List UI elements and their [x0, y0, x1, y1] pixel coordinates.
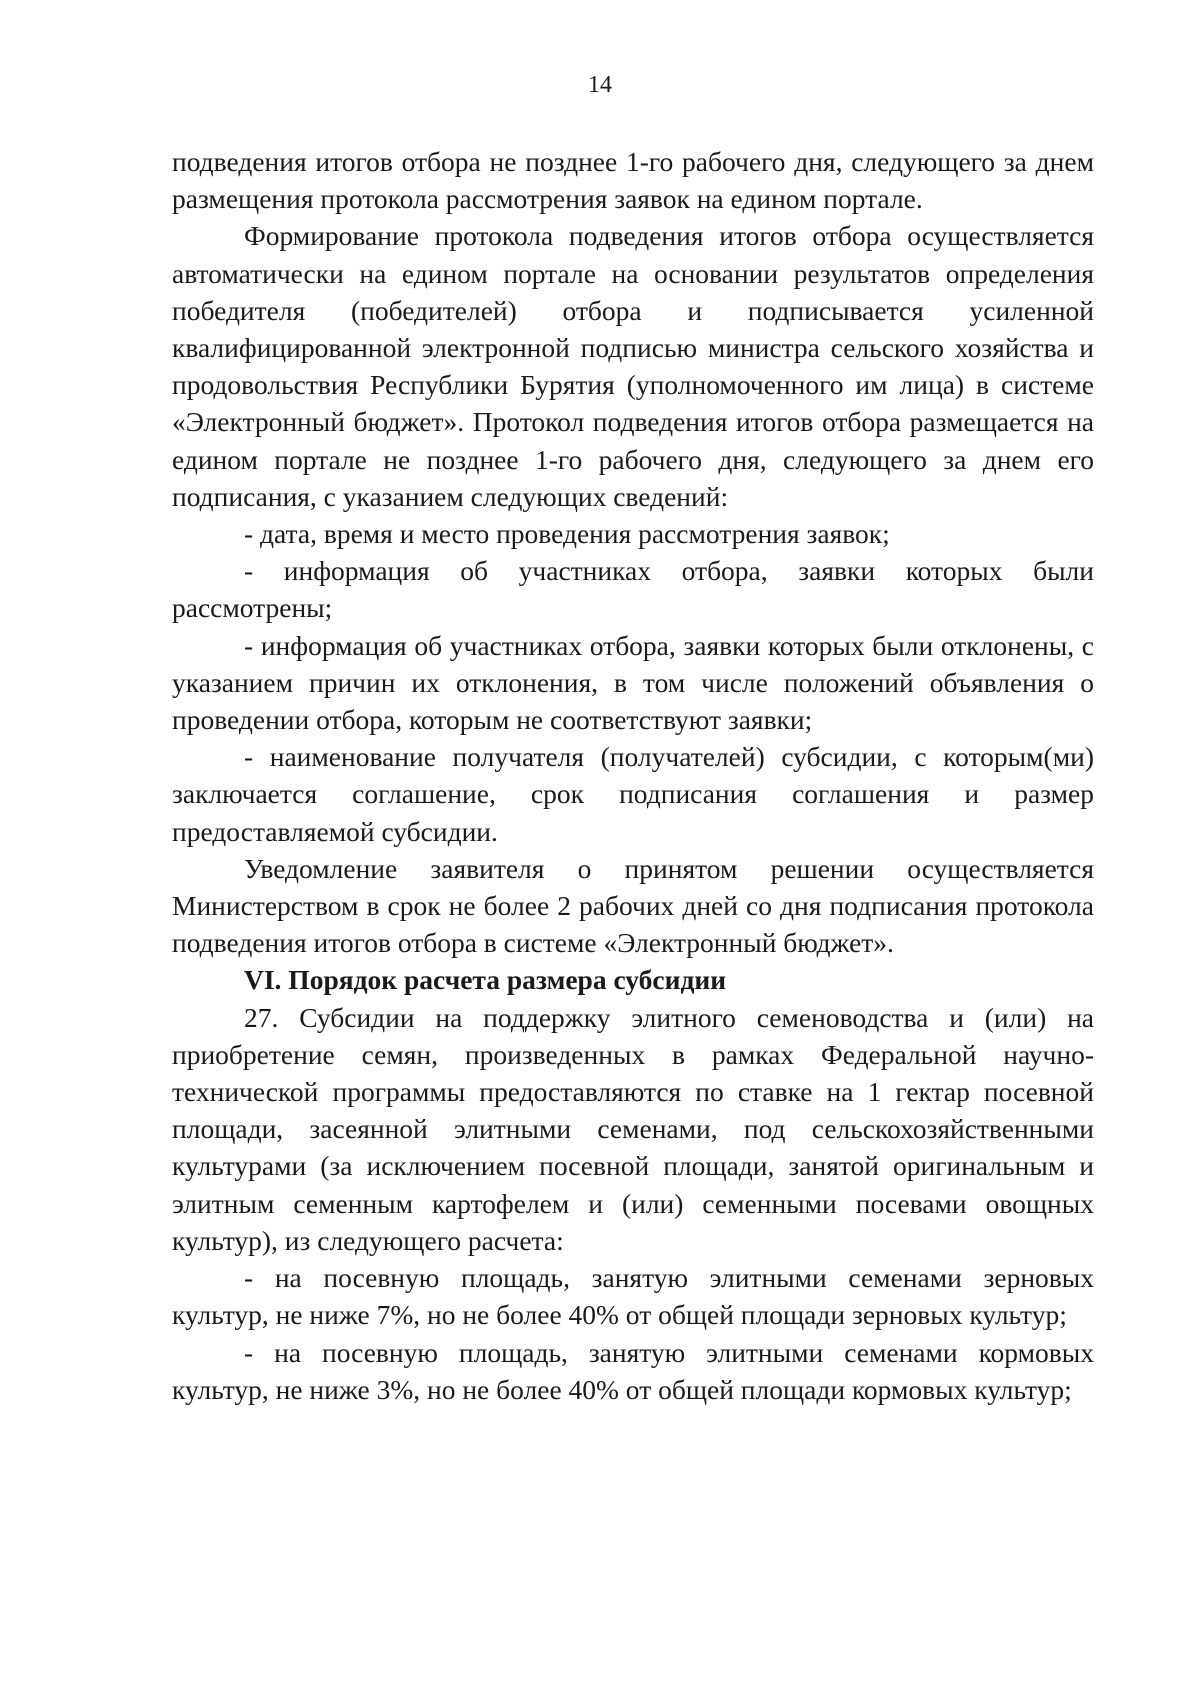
- section-heading: VI. Порядок расчета размера субсидии: [244, 964, 727, 996]
- list-item: - информация об участниках отбора, заявки которых были рассмотрены;: [172, 555, 1094, 624]
- page-number: 14: [588, 72, 612, 98]
- paragraph: Уведомление заявителя о принятом решении осуществляется Министерством в срок не более 2 рабочих дней со дня подписания протокола подведения итогов отбора в системе «Электронный бюджет».: [172, 852, 1094, 959]
- list-item: - дата, время и место проведения рассмотрения заявок;: [244, 518, 890, 550]
- list-item: - наименование получателя (получателей) субсидии, с которым(ми) заключается соглашение, срок подписания соглашения и размер предоставляемой субсидии.: [172, 741, 1094, 847]
- list-item: - на посевную площадь, занятую элитными семенами кормовых культур, не ниже 3%, но не более 40% от общей площади кормовых культур;: [172, 1336, 1094, 1405]
- paragraph: подведения итогов отбора не позднее 1-го рабочего дня, следующего за днем размещения протокола рассмотрения заявок на едином портале.: [172, 146, 1094, 215]
- document-body: [172, 143, 1094, 1408]
- list-item: - на посевную площадь, занятую элитными семенами зерновых культур, не ниже 7%, но не более 40% от общей площади зерновых культур;: [172, 1262, 1094, 1331]
- paragraph: 27. Субсидии на поддержку элитного семеноводства и (или) на приобретение семян, произведенных в рамках Федеральной научно-технической программы предоставляются по ставке на 1 гектар посевной площади, засеянной элитными семенами, под сельскохозяйственными культурами (за исключением посевной площади, занятой оригинальным и элитным семенным картофелем и (или) семенными посевами овощных культур), из следующего расчета:: [172, 1001, 1094, 1256]
- paragraph: Формирование протокола подведения итогов отбора осуществляется автоматически на едином портале на основании результатов определения победителя (победителей) отбора и подписывается усиленной квалифицированной электронной подписью министра сельского хозяйства и продовольствия Республики Бурятия (уполномоченного им лица) в системе «Электронный бюджет». Протокол подведения итогов отбора размещается на едином портале не позднее 1-го рабочего дня, следующего за днем его подписания, с указанием следующих сведений:: [172, 220, 1094, 512]
- list-item: - информация об участниках отбора, заявки которых были отклонены, с указанием причин их отклонения, в том числе положений объявления о проведении отбора, которым не соответствуют заявки;: [172, 629, 1094, 736]
